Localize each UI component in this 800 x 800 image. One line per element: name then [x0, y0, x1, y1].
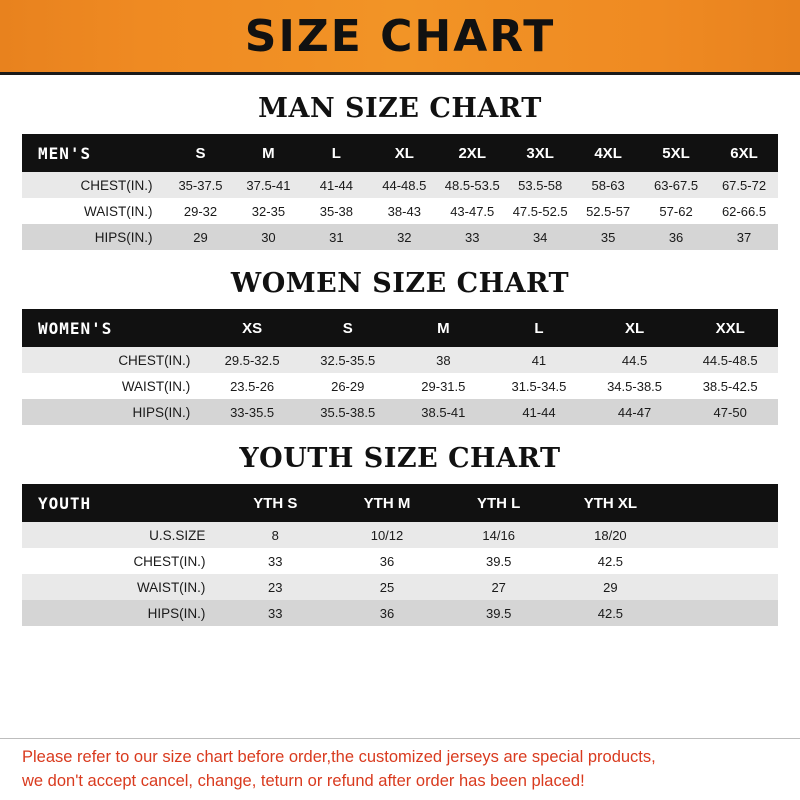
women-cell: 38.5-41: [396, 399, 492, 425]
man-cell: 44-48.5: [370, 172, 438, 198]
man-col-header: 6XL: [710, 134, 778, 172]
table-row: [22, 574, 778, 600]
man-cell: 35-37.5: [167, 172, 235, 198]
man-table-head: [22, 134, 778, 172]
man-cell: 33: [438, 224, 506, 250]
youth-row-label: HIPS(IN.): [22, 600, 219, 626]
youth-cell-spacer: [666, 548, 778, 574]
man-col-header: 5XL: [642, 134, 710, 172]
youth-header-label: YOUTH: [22, 484, 219, 522]
youth-col-header: YTH XL: [555, 484, 667, 522]
youth-cell: 14/16: [443, 522, 555, 548]
youth-cell-spacer: [666, 574, 778, 600]
man-header-row: [22, 134, 778, 172]
table-row: [22, 224, 778, 250]
women-table-head: [22, 309, 778, 347]
man-section-title: MAN SIZE CHART: [258, 93, 542, 124]
table-row: [22, 172, 778, 198]
youth-cell: 39.5: [443, 600, 555, 626]
youth-col-header: YTH L: [443, 484, 555, 522]
man-col-header: XL: [370, 134, 438, 172]
women-cell: 41-44: [491, 399, 587, 425]
youth-col-header: YTH M: [331, 484, 443, 522]
man-cell: 31: [302, 224, 370, 250]
man-row-label: HIPS(IN.): [22, 224, 167, 250]
women-col-header: XXL: [682, 309, 778, 347]
women-row-label: WAIST(IN.): [22, 373, 204, 399]
women-cell: 33-35.5: [204, 399, 300, 425]
table-row: [22, 522, 778, 548]
man-cell: 41-44: [302, 172, 370, 198]
women-cell: 41: [491, 347, 587, 373]
youth-cell: 33: [219, 548, 331, 574]
youth-cell: 8: [219, 522, 331, 548]
man-cell: 53.5-58: [506, 172, 574, 198]
man-table-body: [22, 172, 778, 250]
youth-table-head: [22, 484, 778, 522]
man-size-section: [0, 93, 800, 250]
women-header-label: WOMEN'S: [22, 309, 204, 347]
women-col-header: XS: [204, 309, 300, 347]
youth-header-row: [22, 484, 778, 522]
man-cell: 63-67.5: [642, 172, 710, 198]
women-cell: 38.5-42.5: [682, 373, 778, 399]
women-col-header: XL: [587, 309, 683, 347]
man-cell: 38-43: [370, 198, 438, 224]
man-cell: 67.5-72: [710, 172, 778, 198]
footer-line-1: Please refer to our size chart before order,the customized jerseys are special products,: [22, 747, 656, 766]
header-banner: [0, 0, 800, 75]
women-col-header: L: [491, 309, 587, 347]
page-title: SIZE CHART: [244, 10, 556, 62]
youth-cell-spacer: [666, 600, 778, 626]
women-col-header: S: [300, 309, 396, 347]
women-cell: 44.5-48.5: [682, 347, 778, 373]
man-cell: 35-38: [302, 198, 370, 224]
women-section-title: WOMEN SIZE CHART: [230, 268, 570, 299]
youth-cell: 29: [555, 574, 667, 600]
man-cell: 37: [710, 224, 778, 250]
youth-cell: 39.5: [443, 548, 555, 574]
youth-cell: 10/12: [331, 522, 443, 548]
footer-line-2: we don't accept cancel, change, teturn or refund after order has been placed!: [22, 772, 585, 791]
women-cell: 29.5-32.5: [204, 347, 300, 373]
women-cell: 44-47: [587, 399, 683, 425]
women-cell: 23.5-26: [204, 373, 300, 399]
man-row-label: WAIST(IN.): [22, 198, 167, 224]
man-col-header: M: [234, 134, 302, 172]
man-col-header: 4XL: [574, 134, 642, 172]
man-cell: 34: [506, 224, 574, 250]
women-cell: 35.5-38.5: [300, 399, 396, 425]
man-cell: 48.5-53.5: [438, 172, 506, 198]
table-row: [22, 399, 778, 425]
table-row: [22, 373, 778, 399]
youth-cell: 23: [219, 574, 331, 600]
man-cell: 58-63: [574, 172, 642, 198]
youth-size-table: [22, 484, 778, 626]
women-row-label: CHEST(IN.): [22, 347, 204, 373]
youth-cell: 36: [331, 548, 443, 574]
man-cell: 43-47.5: [438, 198, 506, 224]
table-row: [22, 347, 778, 373]
women-cell: 26-29: [300, 373, 396, 399]
man-cell: 47.5-52.5: [506, 198, 574, 224]
man-cell: 57-62: [642, 198, 710, 224]
man-col-header: S: [167, 134, 235, 172]
man-header-label: MEN'S: [22, 134, 167, 172]
man-col-header: L: [302, 134, 370, 172]
youth-col-header: YTH S: [219, 484, 331, 522]
women-cell: 34.5-38.5: [587, 373, 683, 399]
youth-section-title: YOUTH SIZE CHART: [239, 443, 561, 474]
man-cell: 37.5-41: [234, 172, 302, 198]
women-cell: 32.5-35.5: [300, 347, 396, 373]
man-cell: 35: [574, 224, 642, 250]
man-size-table: [22, 134, 778, 250]
youth-cell: 25: [331, 574, 443, 600]
man-cell: 32-35: [234, 198, 302, 224]
table-row: [22, 600, 778, 626]
youth-cell: 27: [443, 574, 555, 600]
man-row-label: CHEST(IN.): [22, 172, 167, 198]
youth-cell-spacer: [666, 522, 778, 548]
women-cell: 38: [396, 347, 492, 373]
women-cell: 47-50: [682, 399, 778, 425]
youth-row-label: U.S.SIZE: [22, 522, 219, 548]
youth-col-header-spacer: [666, 484, 778, 522]
youth-cell: 33: [219, 600, 331, 626]
women-cell: 29-31.5: [396, 373, 492, 399]
table-row: [22, 548, 778, 574]
youth-row-label: CHEST(IN.): [22, 548, 219, 574]
man-cell: 52.5-57: [574, 198, 642, 224]
youth-cell: 42.5: [555, 600, 667, 626]
man-cell: 36: [642, 224, 710, 250]
women-table-body: [22, 347, 778, 425]
women-size-section: [0, 268, 800, 425]
footer-disclaimer: [0, 738, 800, 795]
youth-cell: 18/20: [555, 522, 667, 548]
man-cell: 29-32: [167, 198, 235, 224]
man-cell: 62-66.5: [710, 198, 778, 224]
women-cell: 31.5-34.5: [491, 373, 587, 399]
youth-size-section: [0, 443, 800, 626]
man-cell: 32: [370, 224, 438, 250]
man-col-header: 2XL: [438, 134, 506, 172]
women-header-row: [22, 309, 778, 347]
man-col-header: 3XL: [506, 134, 574, 172]
youth-row-label: WAIST(IN.): [22, 574, 219, 600]
youth-table-body: [22, 522, 778, 626]
man-cell: 30: [234, 224, 302, 250]
women-cell: 44.5: [587, 347, 683, 373]
man-cell: 29: [167, 224, 235, 250]
women-row-label: HIPS(IN.): [22, 399, 204, 425]
youth-cell: 42.5: [555, 548, 667, 574]
women-col-header: M: [396, 309, 492, 347]
women-size-table: [22, 309, 778, 425]
table-row: [22, 198, 778, 224]
youth-cell: 36: [331, 600, 443, 626]
